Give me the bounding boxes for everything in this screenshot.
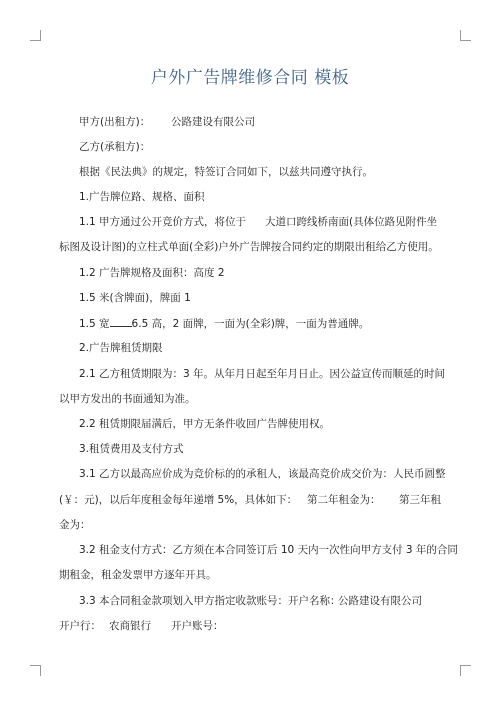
document-title: 户外广告牌维修合同 模板 [150, 68, 350, 88]
clause-1-1-continued: 标图及设计图)的立柱式单面(全彩)户外广告牌按合同约定的期限出租给乙方使用。 [59, 241, 439, 253]
clause-1-2-line-2: 1.5 米(含牌面)，牌面 1 [79, 292, 191, 304]
fill-in-blank [110, 316, 132, 327]
clause-1-1-location: 大道口跨线桥南面(具体位路见附件坐 [265, 216, 438, 228]
second-year-rent: 第二年租金为： [307, 494, 381, 506]
bank-value: 农商银行 [109, 620, 151, 632]
height-text: 6.5 高，2 面牌，一面为(全彩)牌，一面为普通牌。 [131, 318, 370, 330]
width-text: 1.5 宽 [79, 318, 110, 330]
clause-1-2-line-3 [79, 316, 369, 331]
clause-3-1-line-2: (￥：元)，以后年度租金每年递增 5%，具体如下： [59, 494, 298, 506]
party-a-label: 甲方(出租方)： [79, 116, 151, 128]
clause-3-2-continued: 期租金，租金发票甲方逐年开具。 [59, 569, 217, 581]
clause-3-2: 3.2 租金支付方式：乙方须在本合同签订后 10 天内一次性向甲方支付 3 年的合同 [79, 544, 458, 556]
clause-2-1-continued: 以甲方发出的书面通知为准。 [59, 393, 196, 405]
crop-mark-top-left [30, 30, 41, 41]
intro-paragraph: 根据《民法典》的规定，特签订合同如下，以兹共同遵守执行。 [79, 166, 373, 178]
crop-mark-bottom-left [30, 665, 41, 676]
party-b-label: 乙方(承租方)： [79, 141, 151, 153]
crop-mark-bottom-right [460, 665, 471, 676]
clause-3-3: 3.3 本合同租金款项划入甲方指定收款账号：开户名称： [79, 595, 341, 607]
section-1-heading: 1.广告牌位路、规格、面积 [79, 191, 205, 203]
clause-3-1-line-3: 金为： [59, 519, 91, 531]
account-name-value: 公路建设有限公司 [338, 595, 422, 607]
bank-label: 开户行： [59, 620, 101, 632]
third-year-rent: 第三年租 [399, 494, 441, 506]
account-number-label: 开户账号： [171, 620, 224, 632]
clause-3-1: 3.1 乙方以最高应价成为竞价标的的承租人，该最高竞价成交价为：人民币圆整 [79, 468, 446, 480]
section-2-heading: 2.广告牌租赁期限 [79, 342, 163, 354]
crop-mark-top-right [460, 30, 471, 41]
clause-1-2: 1.2 广告牌规格及面积：高度 2 [79, 267, 225, 279]
section-3-heading: 3.租赁费用及支付方式 [79, 443, 184, 455]
clause-1-1-start: 1.1 甲方通过公开竞价方式，将位于 [79, 216, 247, 228]
party-a-value: 公路建设有限公司 [171, 116, 255, 128]
clause-2-2: 2.2 租赁期限届满后，甲方无条件收回广告牌使用权。 [79, 418, 331, 430]
clause-2-1: 2.1 乙方租赁期限为：3 年。从年月日起至年月日止。因公益宣传而顺延的时间 [79, 368, 446, 380]
